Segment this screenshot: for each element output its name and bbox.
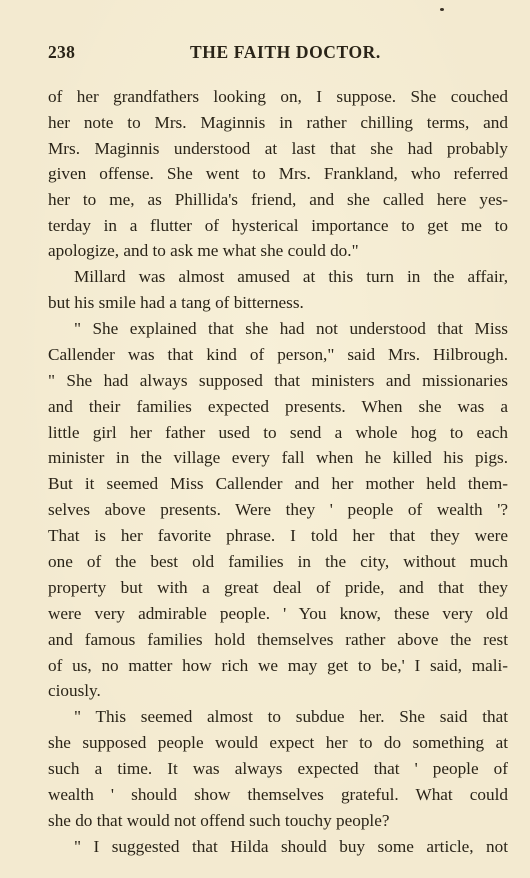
- text-line: of her grandfathers looking on, I suppose. She couched: [48, 87, 508, 106]
- text-line: terday in a flutter of hysterical importance to get me to: [48, 216, 508, 235]
- text-line: given offense. She went to Mrs. Frankland, who referred: [48, 164, 508, 183]
- text-line: apologize, and to ask me what she could do.": [48, 241, 359, 260]
- text-line: " I suggested that Hilda should buy some article, not: [74, 837, 508, 856]
- text-line: property but with a great deal of pride, and that they: [48, 578, 508, 597]
- text-line: one of the best old families in the city, without much: [48, 552, 508, 571]
- text-line: her to me, as Phillida's friend, and she called here yes-: [48, 190, 508, 209]
- text-line: little girl her father used to send a whole hog to each: [48, 423, 508, 442]
- text-line: " This seemed almost to subdue her. She said that: [74, 707, 508, 726]
- text-line: such a time. It was always expected that ' people of: [48, 759, 508, 778]
- text-line: Mrs. Maginnis understood at last that she had probably: [48, 139, 508, 158]
- page-number: 238: [48, 42, 76, 62]
- text-line: and famous families hold themselves rather above the rest: [48, 630, 508, 649]
- text-line: That is her favorite phrase. I told her that they were: [48, 526, 508, 545]
- page-header: [48, 42, 510, 66]
- text-line: of us, no matter how rich we may get to be,' I said, mali-: [48, 656, 508, 675]
- text-line: But it seemed Miss Callender and her mother held them-: [48, 474, 508, 493]
- text-line: selves above presents. Were they ' people of wealth '?: [48, 500, 508, 519]
- text-line: her note to Mrs. Maginnis in rather chilling terms, and: [48, 113, 508, 132]
- running-title: THE FAITH DOCTOR.: [190, 42, 381, 62]
- text-line: Callender was that kind of person," said Mrs. Hilbrough.: [48, 345, 508, 364]
- text-line: " She explained that she had not understood that Miss: [74, 319, 508, 338]
- text-line: and their families expected presents. When she was a: [48, 397, 508, 416]
- text-line: she do that would not offend such touchy people?: [48, 811, 390, 830]
- text-line: but his smile had a tang of bitterness.: [48, 293, 304, 312]
- print-speck: [440, 8, 444, 11]
- text-line: minister in the village every fall when he killed his pigs.: [48, 448, 508, 467]
- text-line: ciously.: [48, 681, 101, 700]
- text-line: were very admirable people. ' You know, these very old: [48, 604, 508, 623]
- text-line: Millard was almost amused at this turn in the affair,: [74, 267, 508, 286]
- text-line: " She had always supposed that ministers and missionaries: [48, 371, 508, 390]
- text-line: she supposed people would expect her to do something at: [48, 733, 508, 752]
- text-line: wealth ' should show themselves grateful. What could: [48, 785, 508, 804]
